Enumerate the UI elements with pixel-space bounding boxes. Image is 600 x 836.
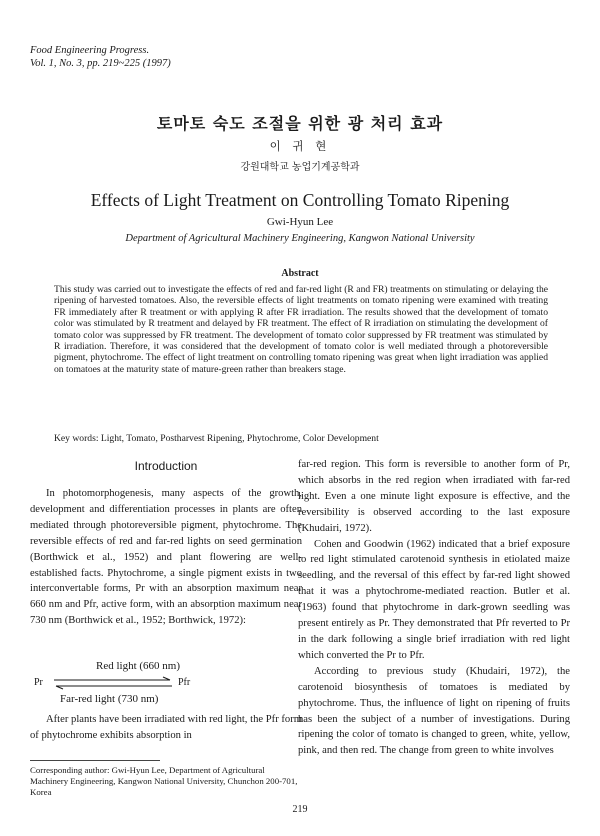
page-number: 219 [292,804,308,815]
intro-paragraph-5: According to previous study (Khudairi, 1972), the carotenoid biosynthesis of tomatoes is mediated by phytochrome. Thus, the influence of light on ripening of fruits has been the subject of a number of investigations. During ripening the color of tomato is changed to green, white, yellow, pink, and then red. The change from green to white involves [298,665,570,757]
abstract-text: This study was carried out to investigate the effects of red and far-red light (R and FR) treatments on stimulating or delaying the ripening of harvested tomatoes. Also, the reversible effects of light treatments on tomato ripening were examined with treating FR immediately after R treatment or with applying R after FR irradiation. The results showed that the development of tomato color was stimulated by R treatment and delayed by FR treatment. The effect of R irradiation on stimulating the development of tomato color was suppressed by FR treatment. The development of tomato color suppressed by FR treatment was stimulated by R irradiation. Therefore, it was considered that the development of tomato color is well mediated through a photoreversible pigment, phytochrome. The effect of light treatment on controlling tomato ripening was great when light irradiation was applied on tomatoes at the maturity state of mature-green rather than breakers stage. [54,284,548,375]
korean-title: 토마토 숙도 조절을 위한 광 처리 효과 [156,114,444,133]
journal-name: Food Engineering Progress. [30,45,150,56]
english-affiliation: Department of Agricultural Machinery Engineering, Kangwon National University [125,233,475,244]
reaction-farred-label: Far-red light (730 nm) [60,693,159,705]
journal-citation: Vol. 1, No. 3, pp. 219~225 (1997) [30,58,171,69]
left-column-bottom [30,712,302,744]
korean-affiliation: 강원대학교 농업기계공학과 [240,162,360,173]
footnote: Corresponding author: Gwi-Hyun Lee, Department of Agricultural Machinery Engineering, Kangwon National University, Chunchon 200-701, Korea [30,765,298,797]
intro-paragraph-4: Cohen and Goodwin (1962) indicated that a brief exposure to red light stimulated carotenoid synthesis in etiolated maize seedling, and the reversal of this effect by far-red light showed that it was a phytochrome-mediated reaction. Butler et al. (1963) found that phytochrome in dark-grown seedling was present entirely as Pr. They demonstrated that Pfr reverted to Pr in the dark following a single brief irradiation with red light which converted the Pr to Pfr. [298,538,570,661]
footnote-divider [30,760,160,761]
intro-paragraph-2: After plants have been irradiated with red light, the Pfr form of phytochrome exhibits absorption in [30,714,302,741]
reaction-pr: Pr [34,677,43,688]
english-author: Gwi-Hyun Lee [266,216,334,228]
introduction-heading: Introduction [134,459,198,473]
intro-paragraph-3: far-red region. This form is reversible to another form of Pr, which absorbs in the red region when irradiated with far-red light. Even a one minute light exposure is effective, and the reversibility is observed according to the last exposure (Khudairi, 1972). [298,459,570,534]
left-column-top [30,486,302,629]
journal-header [30,44,171,70]
right-column [298,457,570,759]
keywords: Key words: Light, Tomato, Postharvest Ripening, Phytochrome, Color Development [54,433,379,444]
intro-paragraph-1: In photomorphogenesis, many aspects of the growth, development and differentiation processes in plants are often mediated through photoreversible pigment, phytochrome. The reversible effects of red and far-red lights on seed germination (Borthwick et al., 1952) and plant flowering are well-established facts. Phytochrome, a single pigment exists in two interconvertable forms, Pr with an absorption maximum near 660 nm and Pfr, active form, with an absorption maximum near 730 nm (Borthwick et al., 1952; Borthwick, 1972): [30,488,302,627]
english-title: Effects of Light Treatment on Controlling Tomato Ripening [90,190,510,210]
reaction-arrows [52,676,174,690]
korean-author: 이 귀 현 [269,139,331,153]
reaction-red-label: Red light (660 nm) [96,660,181,672]
abstract-heading: Abstract [281,268,319,279]
reaction-pfr: Pfr [178,677,191,688]
